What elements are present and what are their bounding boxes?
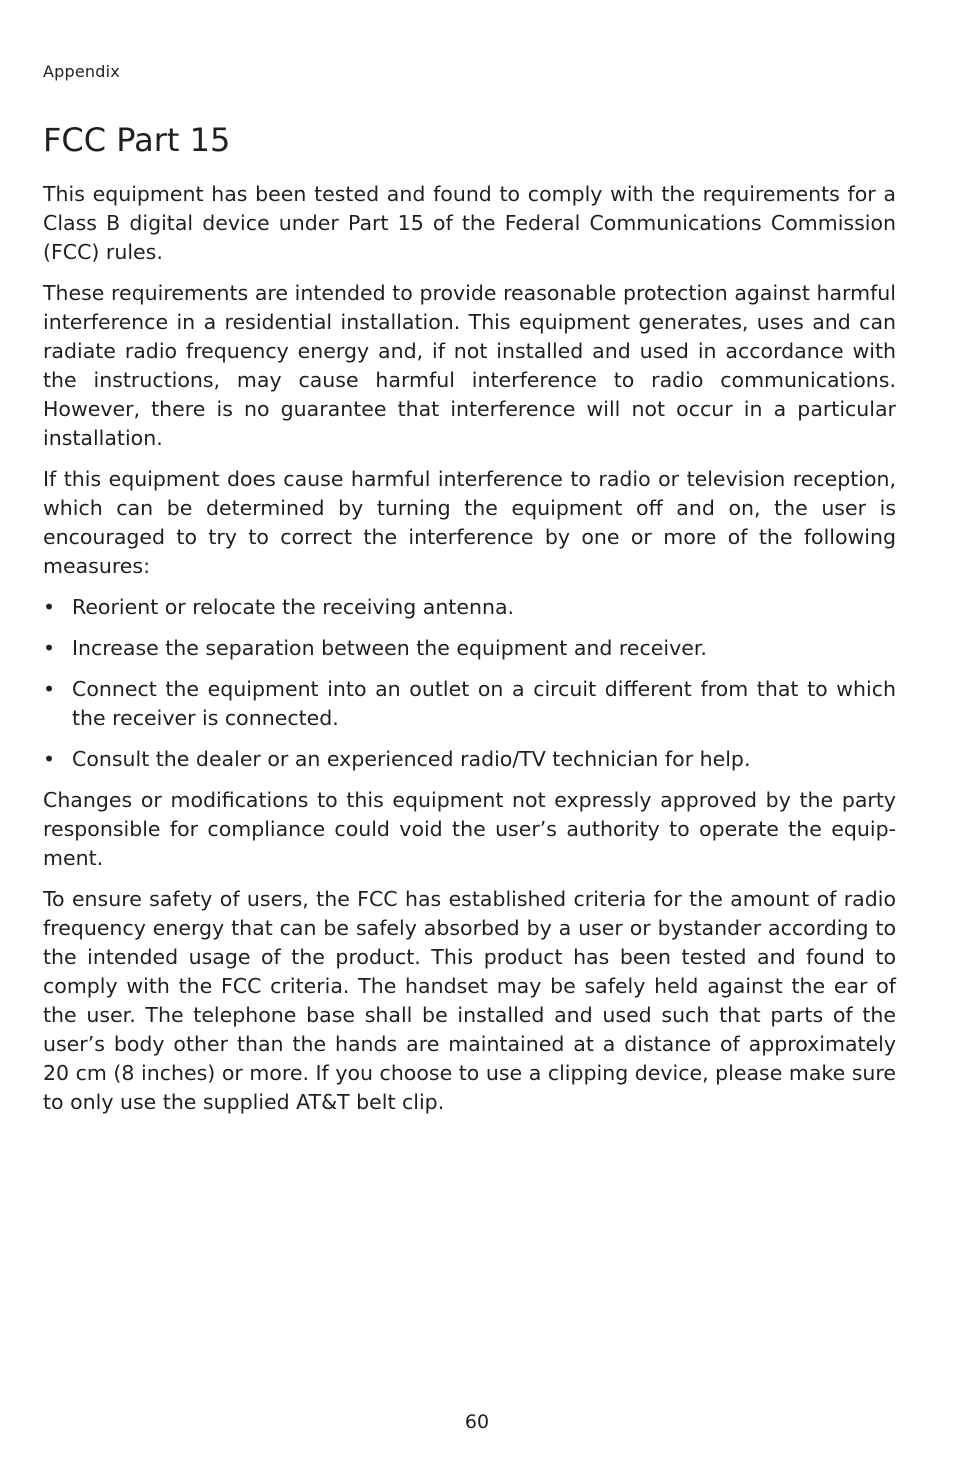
list-item-text: Increase the separation between the equipment and receiver. [72,636,707,660]
list-item [43,634,896,663]
bullet-icon: • [43,677,56,701]
paragraph-compliance: This equipment has been tested and found to comply with the requirements for a Class B digital device under Part 15 of the Federal Communications Commission (FCC) rules. [43,182,896,264]
paragraph-safety: To ensure safety of users, the FCC has established criteria for the amount of radio frequency energy that can be safely absorbed by a user or bystander according to the intended usage of the product. This product has been tested and found to comply with the FCC criteria. The handset may be safely held against the ear of the user. The telephone base shall be installed and used such that parts of the user’s body other than the hands are maintained at a distance of approximately 20 cm (8 inches) or more. If you choose to use a clipping device, please make sure to only use the supplied AT&T belt clip. [43,887,896,1114]
page-number: 60 [464,1411,490,1433]
list-item-text: Reorient or relocate the receiving antenna. [72,595,515,619]
bullet-icon: • [43,636,56,660]
list-item-text: Consult the dealer or an experienced radio/TV technician for help. [72,747,751,771]
page-title: FCC Part 15 [43,121,231,159]
section-label: Appendix [43,62,120,81]
bullet-icon: • [43,747,56,771]
list-item-text: Connect the equipment into an outlet on a circuit different from that to which the receiver is connected. [72,677,896,730]
paragraph-requirements: These requirements are intended to provide reasonable protection against harmful interference in a residential installation. This equipment generates, uses and can radiate radio frequency energy and, if not installed and used in accordance with the instructions, may cause harmful interference to radio communications. However, there is no guarantee that interference will not occur in a particular installation. [43,281,896,450]
list-item [43,745,896,774]
measures-list [43,593,896,774]
list-item [43,675,896,733]
paragraph-modifications: Changes or modifications to this equipment not expressly approved by the party responsible for compliance could void the user’s authority to operate the equipment. [43,788,896,870]
bullet-icon: • [43,595,56,619]
list-item [43,593,896,622]
document-body [43,180,896,1129]
paragraph-interference: If this equipment does cause harmful interference to radio or television reception, which can be determined by turning the equipment off and on, the user is encouraged to try to correct the interference by one or more of the following measures: [43,467,896,578]
